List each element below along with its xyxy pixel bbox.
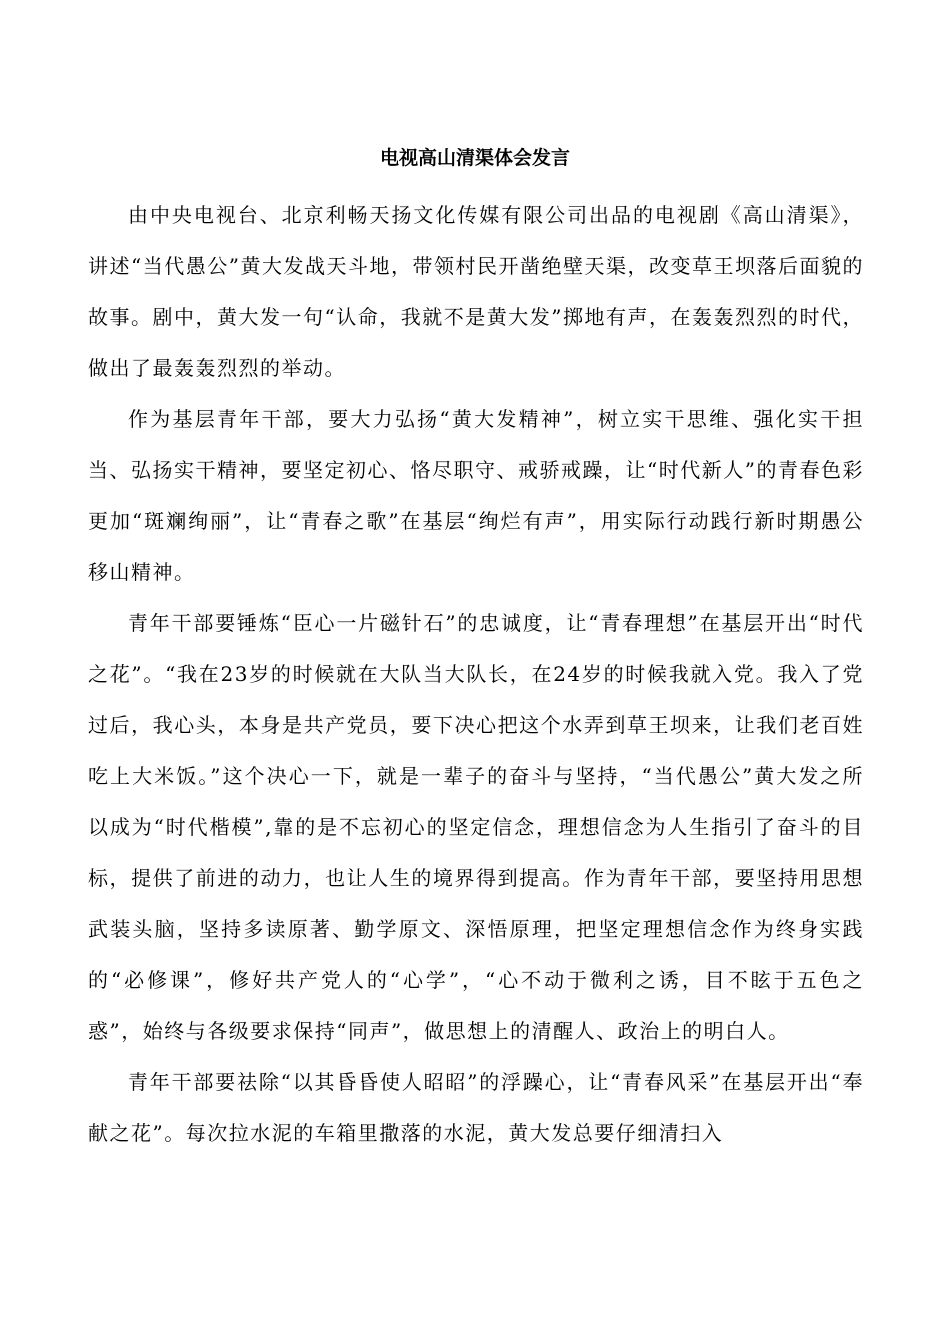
document-title: 电视高山清渠体会发言: [379, 147, 570, 169]
paragraph-3: 青年干部要锤炼“臣心一片磁针石”的忠诚度，让“青春理想”在基层开出“时代之花”。“我在23岁的时候就在大队当大队长，在24岁的时候我就入党。我入了党过后，我心头，本身是共产党员，要下决心把这个水弄到草王坝来，让我们老百姓吃上大米饭。”这个决心一下，就是一辈子的奋斗与坚持，“当代愚公”黄大发之所以成为“时代楷模”,靠的是不忘初心的坚定信念，理想信念为人生指引了奋斗的目标，提供了前进的动力，也让人生的境界得到提高。作为青年干部，要坚持用思想武装头脑，坚持多读原著、勤学原文、深悟原理，把坚定理想信念作为终身实践的“必修课”，修好共产党人的“心学”，“心不动于微利之诱，目不眩于五色之惑”，始终与各级要求保持“同声”，做思想上的清醒人、政治上的明白人。: [88, 611, 864, 1043]
paragraph-2: 作为基层青年干部，要大力弘扬“黄大发精神”，树立实干思维、强化实干担当、弘扬实干精神，要坚定初心、恪尽职守、戒骄戒躁，让“时代新人”的青春色彩更加“斑斓绚丽”，让“青春之歌”在基层“绚烂有声”，用实际行动践行新时期愚公移山精神。: [88, 407, 864, 584]
document-body: [88, 190, 864, 1159]
paragraph-1: 由中央电视台、北京利畅天扬文化传媒有限公司出品的电视剧《高山清渠》，讲述“当代愚公”黄大发战天斗地，带领村民开凿绝壁天渠，改变草王坝落后面貌的故事。剧中，黄大发一句“认命，我就不是黄大发”掷地有声，在轰轰烈烈的时代，做出了最轰轰烈烈的举动。: [88, 203, 864, 380]
paragraph-4: 青年干部要祛除“以其昏昏使人昭昭”的浮躁心，让“青春风采”在基层开出“奉献之花”。每次拉水泥的车箱里撒落的水泥，黄大发总要仔细清扫入: [88, 1070, 864, 1145]
